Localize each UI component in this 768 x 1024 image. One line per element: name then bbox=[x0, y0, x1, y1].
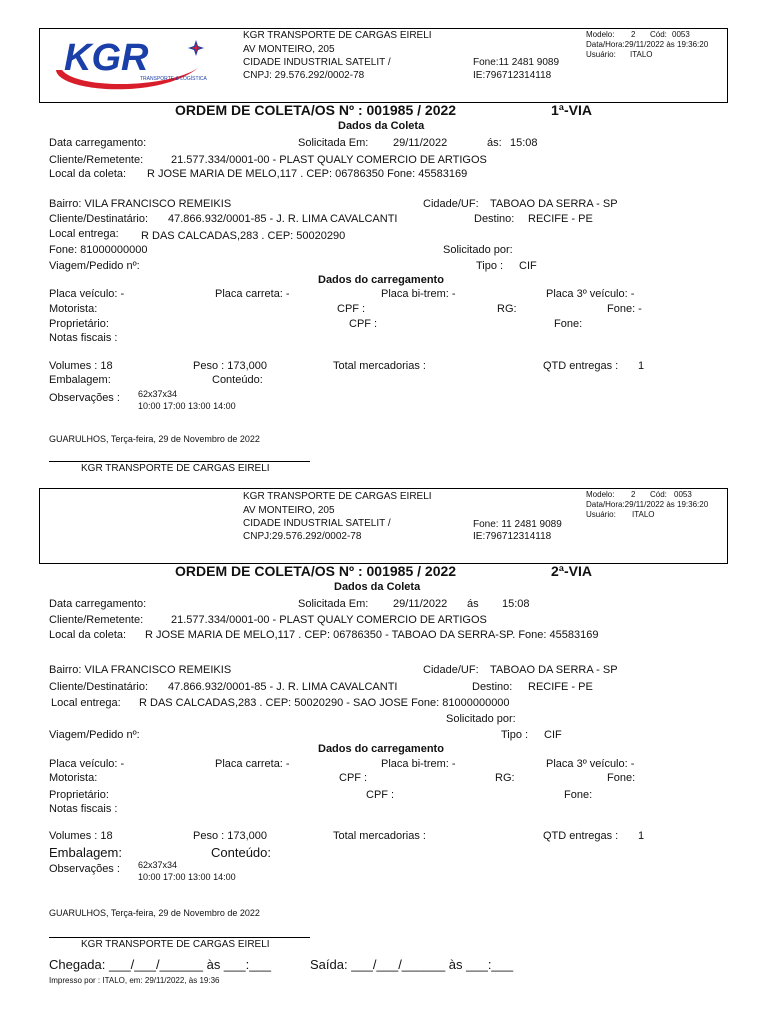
signature-name-via1: KGR TRANSPORTE DE CARGAS EIRELI bbox=[81, 463, 270, 474]
cpf-proprietario-via2: CPF : bbox=[366, 789, 395, 801]
solicitada-value-via2: 29/11/2022 bbox=[393, 598, 448, 610]
svg-text:TRANSPORTE & LOGÍSTICA: TRANSPORTE & LOGÍSTICA bbox=[140, 76, 207, 82]
data-carregamento-via1: Data carregamento: bbox=[49, 137, 147, 149]
modelo-value-via1: 2 bbox=[631, 30, 636, 39]
qtd-entregas-value-via1: 1 bbox=[638, 360, 645, 372]
cliente-remetente-value-via2: 21.577.334/0001-00 - PLAST QUALY COMERCIO DE ARTIGOS bbox=[171, 614, 487, 626]
bairro-via2: Bairro: VILA FRANCISCO REMEIKIS bbox=[49, 664, 232, 676]
datahora-via2: Data/Hora:29/11/2022 às 19:36:20 bbox=[586, 500, 709, 509]
modelo-label-via1: Modelo: bbox=[586, 30, 615, 39]
obs-line2-via1: 10:00 17:00 13:00 14:00 bbox=[138, 401, 236, 411]
chegada-field: Chegada: ___/___/______ às ___:___ bbox=[49, 957, 271, 972]
datahora-via1: Data/Hora:29/11/2022 às 19:36:20 bbox=[586, 40, 709, 49]
obs-line1-via2: 62x37x34 bbox=[138, 860, 178, 870]
motorista-via1: Motorista: bbox=[49, 303, 98, 315]
proprietario-via1: Proprietário: bbox=[49, 318, 109, 330]
placa-carreta-via1: Placa carreta: - bbox=[215, 288, 290, 300]
fone-entrega-via1: Fone: 81000000000 bbox=[49, 244, 148, 256]
company-address-via1: AV MONTEIRO, 205 bbox=[243, 44, 335, 55]
saida-field: Saída: ___/___/______ às ___:___ bbox=[310, 957, 514, 972]
peso-via1: Peso : 173,000 bbox=[193, 360, 268, 372]
observacoes-label-via2: Observações : bbox=[49, 863, 120, 875]
signature-name-via2: KGR TRANSPORTE DE CARGAS EIRELI bbox=[81, 939, 270, 950]
via-label-1: 1ª-VIA bbox=[551, 102, 592, 118]
as-label-via1: ás: bbox=[487, 137, 502, 149]
cpf-proprietario-via1: CPF : bbox=[349, 318, 378, 330]
fone-proprietario-via1: Fone: bbox=[554, 318, 583, 330]
solicitado-por-via1: Solicitado por: bbox=[443, 244, 513, 256]
tipo-label-via1: Tipo : bbox=[476, 260, 504, 272]
observacoes-label-via1: Observações : bbox=[49, 392, 120, 404]
placa-veiculo-via1: Placa veículo: - bbox=[49, 288, 125, 300]
cidade-value-via2: TABOAO DA SERRA - SP bbox=[490, 664, 618, 676]
placa-3-veiculo-via1: Placa 3º veículo: - bbox=[546, 288, 635, 300]
fone-motorista-via2: Fone: bbox=[607, 772, 636, 784]
solicitada-label-via2: Solicitada Em: bbox=[298, 598, 369, 610]
rg-motorista-via2: RG: bbox=[495, 772, 515, 784]
motorista-via2: Motorista: bbox=[49, 772, 98, 784]
viagem-pedido-via1: Viagem/Pedido nº: bbox=[49, 260, 140, 272]
solicitada-value-via1: 29/11/2022 bbox=[393, 137, 448, 149]
cod-label-via1: Cód: bbox=[650, 30, 667, 39]
qtd-entregas-label-via1: QTD entregas : bbox=[543, 360, 619, 372]
placa-bitrem-via2: Placa bi-trem: - bbox=[381, 758, 456, 770]
usuario-value-via1: ITALO bbox=[630, 50, 653, 59]
cidade-value-via1: TABOAO DA SERRA - SP bbox=[490, 198, 618, 210]
local-data-via2: GUARULHOS, Terça-feira, 29 de Novembro de 2022 bbox=[49, 908, 260, 918]
cidade-label-via1: Cidade/UF: bbox=[423, 198, 479, 210]
qtd-entregas-value-via2: 1 bbox=[638, 830, 645, 842]
company-name-via1: KGR TRANSPORTE DE CARGAS EIRELI bbox=[243, 30, 432, 41]
notas-fiscais-via2: Notas fiscais : bbox=[49, 803, 118, 815]
peso-via2: Peso : 173,000 bbox=[193, 830, 268, 842]
dados-carregamento-heading-via2: Dados do carregamento bbox=[318, 743, 444, 755]
dados-coleta-heading-via1: Dados da Coleta bbox=[338, 120, 425, 132]
modelo-value-via2: 2 bbox=[631, 490, 636, 499]
cod-label-via2: Cód: bbox=[650, 490, 667, 499]
local-coleta-value-via1: R JOSE MARIA DE MELO,117 . CEP: 06786350 Fone: 45583169 bbox=[147, 168, 468, 180]
cliente-destinatario-value-via2: 47.866.932/0001-85 - J. R. LIMA CAVALCANTI bbox=[168, 681, 398, 693]
viagem-pedido-via2: Viagem/Pedido nº: bbox=[49, 729, 140, 741]
cliente-remetente-label-via1: Cliente/Remetente: bbox=[49, 154, 144, 166]
placa-3-veiculo-via2: Placa 3º veículo: - bbox=[546, 758, 635, 770]
as-value-via1: 15:08 bbox=[510, 137, 538, 149]
local-coleta-label-via2: Local da coleta: bbox=[49, 629, 127, 641]
placa-carreta-via2: Placa carreta: - bbox=[215, 758, 290, 770]
company-fone-via2: Fone: 11 2481 9089 bbox=[473, 519, 562, 530]
dados-coleta-heading-via2: Dados da Coleta bbox=[334, 581, 421, 593]
cpf-motorista-via1: CPF : bbox=[337, 303, 366, 315]
cliente-remetente-value-via1: 21.577.334/0001-00 - PLAST QUALY COMERCIO DE ARTIGOS bbox=[171, 154, 487, 166]
rg-motorista-via1: RG: bbox=[497, 303, 517, 315]
conteudo-via1: Conteúdo: bbox=[212, 374, 263, 386]
fone-motorista-via1: Fone: - bbox=[607, 303, 642, 315]
company-address-via2: AV MONTEIRO, 205 bbox=[243, 505, 335, 516]
total-mercadorias-via2: Total mercadorias : bbox=[333, 830, 426, 842]
cliente-destinatario-label-via1: Cliente/Destinatário: bbox=[49, 213, 149, 225]
local-entrega-value-via2: R DAS CALCADAS,283 . CEP: 50020290 - SAO JOSE Fone: 81000000000 bbox=[139, 697, 510, 709]
embalagem-via2: Embalagem: bbox=[49, 845, 122, 860]
cod-value-via1: 0053 bbox=[672, 30, 690, 39]
destino-value-via1: RECIFE - PE bbox=[528, 213, 593, 225]
local-entrega-value-via1: R DAS CALCADAS,283 . CEP: 50020290 bbox=[141, 230, 346, 242]
qtd-entregas-label-via2: QTD entregas : bbox=[543, 830, 619, 842]
cliente-remetente-label-via2: Cliente/Remetente: bbox=[49, 614, 144, 626]
company-district-via1: CIDADE INDUSTRIAL SATELIT / bbox=[243, 57, 391, 68]
as-label-via2: ás bbox=[467, 598, 479, 610]
destino-label-via2: Destino: bbox=[472, 681, 513, 693]
cpf-motorista-via2: CPF : bbox=[339, 772, 368, 784]
local-coleta-value-via2: R JOSE MARIA DE MELO,117 . CEP: 06786350 - TABOAO DA SERRA-SP. Fone: 45583169 bbox=[145, 629, 599, 641]
company-name-via2: KGR TRANSPORTE DE CARGAS EIRELI bbox=[243, 491, 432, 502]
company-cnpj-via2: CNPJ:29.576.292/0002-78 bbox=[243, 531, 362, 542]
conteudo-via2: Conteúdo: bbox=[211, 845, 271, 860]
destino-value-via2: RECIFE - PE bbox=[528, 681, 593, 693]
tipo-value-via2: CIF bbox=[544, 729, 562, 741]
modelo-label-via2: Modelo: bbox=[586, 490, 615, 499]
usuario-label-via1: Usuário: bbox=[586, 50, 616, 59]
destino-label-via1: Destino: bbox=[474, 213, 515, 225]
local-entrega-label-via1: Local entrega: bbox=[49, 228, 119, 240]
company-district-via2: CIDADE INDUSTRIAL SATELIT / bbox=[243, 518, 391, 529]
kgr-logo bbox=[48, 30, 218, 100]
obs-line1-via1: 62x37x34 bbox=[138, 389, 178, 399]
embalagem-via1: Embalagem: bbox=[49, 374, 111, 386]
tipo-label-via2: Tipo : bbox=[501, 729, 529, 741]
volumes-via2: Volumes : 18 bbox=[49, 830, 113, 842]
usuario-label-via2: Usuário: bbox=[586, 510, 616, 519]
as-value-via2: 15:08 bbox=[502, 598, 530, 610]
cliente-destinatario-value-via1: 47.866.932/0001-85 - J. R. LIMA CAVALCANTI bbox=[168, 213, 398, 225]
bairro-via1: Bairro: VILA FRANCISCO REMEIKIS bbox=[49, 198, 232, 210]
obs-line2-via2: 10:00 17:00 13:00 14:00 bbox=[138, 872, 236, 882]
local-entrega-label-via2: Local entrega: bbox=[51, 697, 121, 709]
local-data-via1: GUARULHOS, Terça-feira, 29 de Novembro de 2022 bbox=[49, 434, 260, 444]
company-ie-via1: IE:796712314118 bbox=[473, 70, 552, 81]
placa-veiculo-via2: Placa veículo: - bbox=[49, 758, 125, 770]
via-label-2: 2ª-VIA bbox=[551, 563, 592, 579]
company-cnpj-via1: CNPJ: 29.576.292/0002-78 bbox=[243, 70, 365, 81]
cliente-destinatario-label-via2: Cliente/Destinatário: bbox=[49, 681, 149, 693]
solicitada-label-via1: Solicitada Em: bbox=[298, 137, 369, 149]
data-carregamento-via2: Data carregamento: bbox=[49, 598, 147, 610]
volumes-via1: Volumes : 18 bbox=[49, 360, 113, 372]
signature-line-via1 bbox=[49, 461, 310, 462]
usuario-value-via2: ITALO bbox=[632, 510, 655, 519]
solicitado-por-via2: Solicitado por: bbox=[446, 713, 516, 725]
dados-carregamento-heading-via1: Dados do carregamento bbox=[318, 274, 444, 286]
notas-fiscais-via1: Notas fiscais : bbox=[49, 332, 118, 344]
cod-value-via2: 0053 bbox=[674, 490, 692, 499]
tipo-value-via1: CIF bbox=[519, 260, 537, 272]
cidade-label-via2: Cidade/UF: bbox=[423, 664, 479, 676]
order-title-via1: ORDEM DE COLETA/OS Nº : 001985 / 2022 bbox=[175, 102, 457, 118]
signature-line-via2 bbox=[49, 937, 310, 938]
order-title-via2: ORDEM DE COLETA/OS Nº : 001985 / 2022 bbox=[175, 563, 457, 579]
total-mercadorias-via1: Total mercadorias : bbox=[333, 360, 426, 372]
impresso-por: Impresso por : ITALO, em: 29/11/2022, às 19:36 bbox=[49, 976, 220, 985]
local-coleta-label-via1: Local da coleta: bbox=[49, 168, 127, 180]
company-fone-via1: Fone:11 2481 9089 bbox=[473, 57, 560, 68]
proprietario-via2: Proprietário: bbox=[49, 789, 109, 801]
fone-proprietario-via2: Fone: bbox=[564, 789, 593, 801]
svg-text:KGR: KGR bbox=[64, 37, 149, 79]
placa-bitrem-via1: Placa bi-trem: - bbox=[381, 288, 456, 300]
company-ie-via2: IE:796712314118 bbox=[473, 531, 552, 542]
